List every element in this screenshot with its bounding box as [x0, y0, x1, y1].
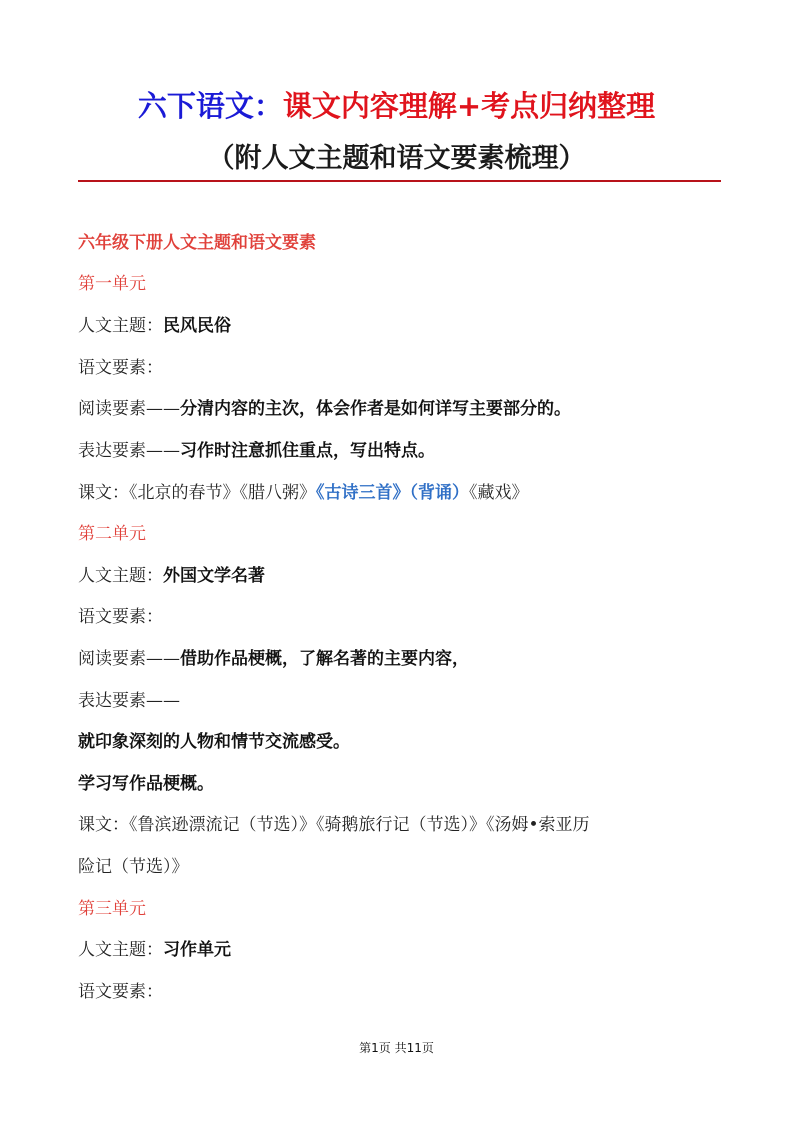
- unit-2-texts-line-1: 课文：《鲁滨逊漂流记（节选）》《骑鹅旅行记（节选）》《汤姆•索亚历: [78, 815, 590, 835]
- unit-2-expression-value-1: 就印象深刻的人物和情节交流感受。: [78, 732, 350, 752]
- unit-2-heading: 第二单元: [78, 524, 146, 544]
- unit-1-reading: [78, 396, 571, 422]
- unit-2-texts-line-2: 险记（节选）》: [78, 857, 189, 877]
- page-number: 第1页 共11页: [359, 1041, 434, 1055]
- unit-2-reading: [78, 646, 469, 672]
- unit-2-reading-label: 阅读要素——: [78, 649, 180, 669]
- unit-1-expression-value: 习作时注意抓住重点，写出特点。: [180, 441, 435, 461]
- unit-2-expression-value-2: 学习写作品梗概。: [78, 774, 214, 794]
- unit-1-theme-value: 民风民俗: [163, 316, 231, 336]
- unit-1-elements-label: 语文要素：: [78, 358, 163, 378]
- document-subtitle: （附人文主题和语文要素梳理）: [207, 143, 586, 174]
- unit-2-expression-label: 表达要素——: [78, 691, 180, 711]
- unit-2-elements-label: 语文要素：: [78, 607, 163, 627]
- unit-2-theme: [78, 563, 265, 589]
- document-title: [0, 84, 793, 128]
- unit-1-reading-value: 分清内容的主次，体会作者是如何详写主要部分的。: [180, 399, 571, 419]
- unit-3-theme: [78, 937, 231, 963]
- unit-1-texts-label: 课文：: [78, 483, 129, 503]
- title-divider: [78, 180, 721, 182]
- unit-1-texts-c: 《藏戏》: [469, 483, 529, 503]
- unit-2-reading-value: 借助作品梗概，了解名著的主要内容，: [180, 649, 469, 669]
- unit-1-texts-a: 《北京的春节》《腊八粥》: [129, 483, 316, 503]
- unit-1-reading-label: 阅读要素——: [78, 399, 180, 419]
- title-part-2: 课文内容理解+考点归纳整理: [282, 89, 656, 123]
- unit-1-theme: [78, 313, 231, 339]
- section-heading: 六年级下册人文主题和语文要素: [78, 233, 316, 253]
- unit-1-texts: [78, 480, 529, 506]
- unit-1-expression: [78, 438, 435, 464]
- unit-3-theme-label: 人文主题：: [78, 940, 163, 960]
- unit-2-theme-value: 外国文学名著: [163, 566, 265, 586]
- unit-3-theme-value: 习作单元: [163, 940, 231, 960]
- unit-1-theme-label: 人文主题：: [78, 316, 163, 336]
- unit-1-heading: 第一单元: [78, 274, 146, 294]
- title-part-1: 六下语文：: [137, 89, 283, 123]
- unit-3-elements-label: 语文要素：: [78, 982, 163, 1002]
- unit-2-theme-label: 人文主题：: [78, 566, 163, 586]
- unit-1-expression-label: 表达要素——: [78, 441, 180, 461]
- unit-1-texts-highlight: 《古诗三首》（背诵）: [316, 483, 469, 503]
- unit-3-heading: 第三单元: [78, 899, 146, 919]
